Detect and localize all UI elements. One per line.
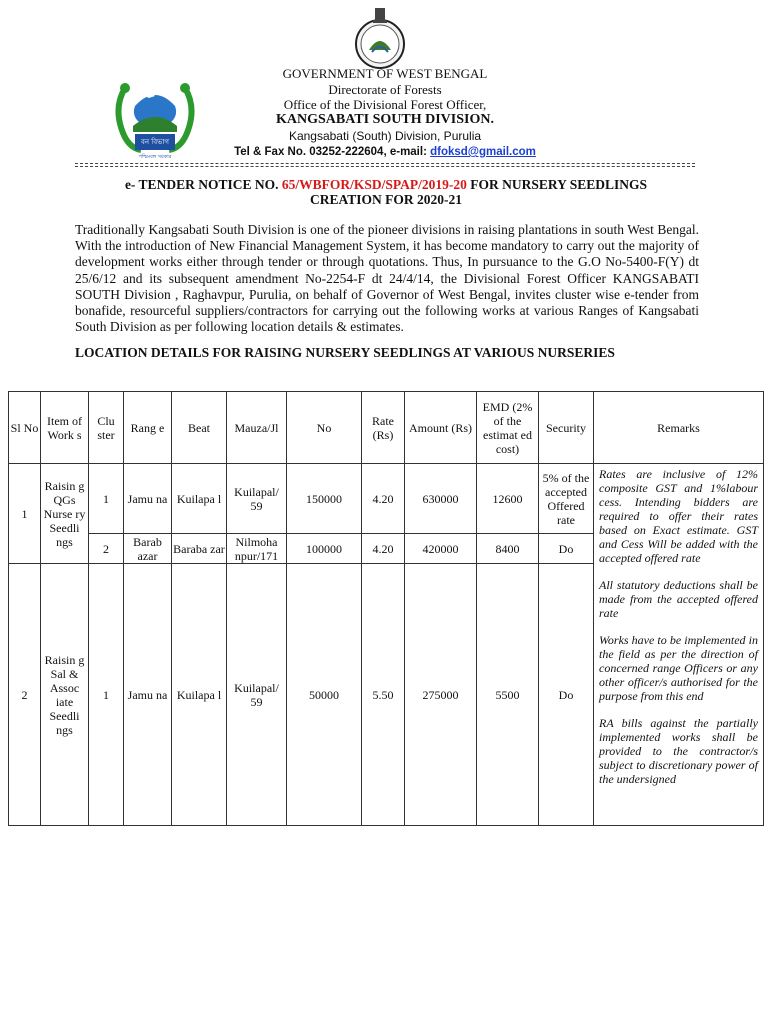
header-item: Item of Work s xyxy=(41,392,89,464)
header-sl: Sl No xyxy=(9,392,41,464)
cell-security: Do xyxy=(539,564,594,826)
tel-fax: Tel & Fax No. 03252-222604, e-mail: xyxy=(234,146,431,158)
cell-mauza: Nilmoha npur/171 xyxy=(227,534,287,564)
cell-amount: 275000 xyxy=(405,564,477,826)
notice-number: 65/WBFOR/KSD/SPAP/2019-20 xyxy=(281,177,467,192)
location-subheading: LOCATION DETAILS FOR RAISING NURSERY SEEDLINGS AT VARIOUS NURSERIES xyxy=(75,345,615,360)
cell-security: Do xyxy=(539,534,594,564)
cell-no: 150000 xyxy=(287,464,362,534)
cell-mauza: Kuilapal/ 59 xyxy=(227,564,287,826)
remark-3: Works have to be implemented in the field as per the direction of concerned range Officers or any other officer/s authorised for the purpose from this end xyxy=(599,633,758,703)
cell-emd: 8400 xyxy=(477,534,539,564)
cell-item: Raisin g Sal & Assoc iate Seedli ngs xyxy=(41,564,89,826)
logo-text: বন বিভাগ xyxy=(140,138,170,146)
header-emd: EMD (2% of the estimat ed cost) xyxy=(477,392,539,464)
logo-subtext: পশ্চিমবঙ্গ সরকার xyxy=(138,154,172,160)
notice-prefix: e- TENDER NOTICE NO. xyxy=(124,177,282,192)
contact-line xyxy=(190,145,580,160)
government-title: GOVERNMENT OF WEST BENGAL xyxy=(282,66,488,81)
remark-2: All statutory deductions shall be made from the accepted offered rate xyxy=(599,578,758,620)
header-rate: Rate (Rs) xyxy=(362,392,405,464)
header-no: No xyxy=(287,392,362,464)
divider xyxy=(75,166,695,167)
header-mauza: Mauza/Jl xyxy=(227,392,287,464)
cell-beat: Baraba zar xyxy=(172,534,227,564)
cell-no: 50000 xyxy=(287,564,362,826)
cell-sl: 2 xyxy=(9,564,41,826)
cell-range: Barab azar xyxy=(124,534,172,564)
cell-no: 100000 xyxy=(287,534,362,564)
header-beat: Beat xyxy=(172,392,227,464)
cell-beat: Kuilapa l xyxy=(172,464,227,534)
cell-mauza: Kuilapal/ 59 xyxy=(227,464,287,534)
email-link[interactable]: dfoksd@gmail.com xyxy=(430,146,536,158)
notice-title-line2: CREATION FOR 2020-21 xyxy=(309,192,462,207)
remark-1: Rates are inclusive of 12% composite GST and 1%labour cess. Intending bidders are required to offer their rates based on Exact estimate. GST and Cess Will be added with the accepted offered rate xyxy=(599,467,758,565)
office-name: Office of the Divisional Forest Officer, xyxy=(283,97,487,112)
cell-sl: 1 xyxy=(9,464,41,564)
divider xyxy=(75,163,695,164)
cell-cluster: 1 xyxy=(89,564,124,826)
cell-range: Jamu na xyxy=(124,564,172,826)
header-cluster: Clu ster xyxy=(89,392,124,464)
state-emblem-icon xyxy=(345,6,415,70)
cell-rate: 4.20 xyxy=(362,464,405,534)
nursery-table xyxy=(8,391,764,826)
header-remarks: Remarks xyxy=(594,392,764,464)
cell-cluster: 1 xyxy=(89,464,124,534)
directorate: Directorate of Forests xyxy=(328,82,442,97)
remark-4: RA bills against the partially implemented works shall be provided to the contractor/s subject to discretionary power of the undersigned xyxy=(599,716,758,786)
header-amount: Amount (Rs) xyxy=(405,392,477,464)
table-header-row xyxy=(9,392,764,464)
cell-range: Jamu na xyxy=(124,464,172,534)
cell-amount: 630000 xyxy=(405,464,477,534)
cell-emd: 5500 xyxy=(477,564,539,826)
cell-item: Raisin g QGs Nurse ry Seedli ngs xyxy=(41,464,89,564)
header-range: Rang e xyxy=(124,392,172,464)
address: Kangsabati (South) Division, Purulia xyxy=(288,129,482,143)
division-name: KANGSABATI SOUTH DIVISION. xyxy=(276,112,494,127)
cell-security: 5% of the accepted Offered rate xyxy=(539,464,594,534)
cell-emd: 12600 xyxy=(477,464,539,534)
notice-body: Traditionally Kangsabati South Division is one of the pioneer divisions in raising plantations in south West Bengal. With the introduction of New Financial Management System, it has become mandatory to carry out the majority of development works either through tender or through quotations. Thus, In pursuance to the G.O No-5400-F(Y) dt 25/6/12 and its subsequent amendment No-2254-F dt 24/4/14, the Divisional Forest Officer KANGSABATI SOUTH Division , Raghavpur, Purulia, on behalf of Governor of West Bengal, invites cluster wise e-tender from bonafide, resourceful suppliers/contractors for carrying out the following works at various Ranges of Kangsabati South Division as per following location details & estimates. xyxy=(75,222,699,335)
notice-title xyxy=(75,177,697,207)
cell-beat: Kuilapa l xyxy=(172,564,227,826)
table-row xyxy=(9,464,764,534)
notice-suffix: FOR NURSERY SEEDLINGS xyxy=(466,177,648,192)
cell-amount: 420000 xyxy=(405,534,477,564)
cell-rate: 4.20 xyxy=(362,534,405,564)
cell-rate: 5.50 xyxy=(362,564,405,826)
header-security: Security xyxy=(539,392,594,464)
cell-cluster: 2 xyxy=(89,534,124,564)
remarks-cell xyxy=(594,464,764,826)
